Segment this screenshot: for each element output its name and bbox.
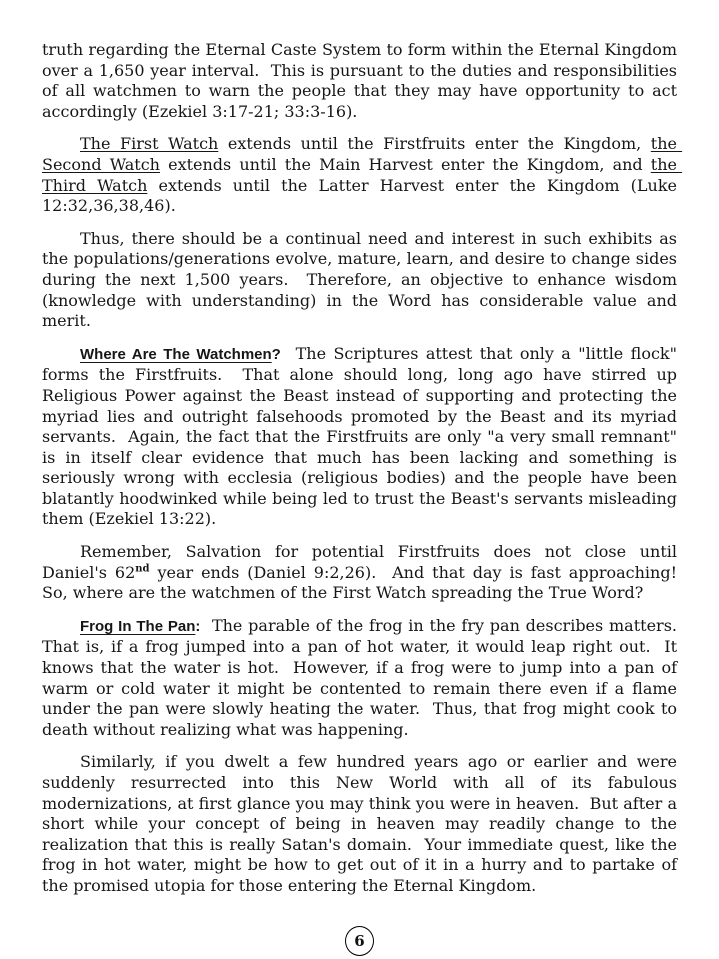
text-segment: The Scriptures attest that only a "little flock" forms the Firstfruits. That alone should long, long ago have stirred up Religious Power against the Beast instead of supporting and protecting the myriad lies and outright falsehoods promoted by the Beast and its myriad servants. Again, the fact that the Firstfruits are only "a very small remnant" is in itself clear evidence that much has been lacking and something is seriously wrong with ecclesia (religious bodies) and the people have been blatantly hoodwinked while being led to trust the Beast's servants misleading them (Ezekiel 13:22). [42,343,683,529]
text-segment: extends until the Main Harvest enter the Kingdom, and [159,154,651,174]
text-segment: year ends (Daniel 9:2,26). And that day is fast approaching! So, where are the watchmen of the First Watch spreading the True Word? [42,562,688,603]
text-segment: truth regarding the Eternal Caste System to form within the Eternal Kingdom over a 1,650 year interval. This is pursuant to the duties and responsibilities of all watchmen to warn the people that they may have opportunity to act accordingly (Ezekiel 3:17-21; 33:3-16). [42,40,683,121]
text-segment-superscript: nd [135,563,150,575]
text-segment: Thus, there should be a continual need and interest in such exhibits as the populations/generations evolve, mature, learn, and desire to change sides during the next 1,500 years. Therefore, an objective to enhance wisdom (knowledge with understanding) in the Word has considerable value and merit. [42,228,683,331]
text-segment: Remember, Salvation for potential Firstfruits does not close until Daniel's 62 [42,542,683,582]
paragraph [42,542,688,604]
text-segment-underline: The First Watch [80,134,219,154]
text-segment-bold: : [195,617,201,635]
text-segment-underline: the Third Watch [42,154,683,195]
text-segment-bold-underline: Where Are The Watchmen [80,345,272,363]
document-body [42,40,688,897]
paragraph [42,615,688,741]
text-segment: extends until the Firstfruits enter the Kingdom, [218,134,651,154]
text-segment-underline: the Second Watch [42,134,683,174]
text-segment: Similarly, if you dwelt a few hundred years ago or earlier and were suddenly resurrected into this New World with all of its fabulous modernizations, at first glance you may think you were in heaven. But after a short while your concept of being in heaven may readily change to the realization that this is really Satan's domain. Your immediate quest, like the frog in hot water, might be how to get out of it in a hurry and to partake of the promised utopia for those entering the Eternal Kingdom. [42,752,683,895]
text-segment-bold: ? [271,345,281,363]
paragraph [42,343,683,530]
text-segment: extends until the Latter Harvest enter the Kingdom (Luke 12:32,36,38,46). [42,175,683,216]
text-segment-bold-underline: Frog In The Pan [80,617,196,635]
page-number: 6 [354,931,365,950]
paragraph [42,752,683,896]
page-number-badge [345,926,374,956]
paragraph [42,40,683,122]
paragraph [42,228,683,332]
text-segment: The parable of the frog in the fry pan describes matters. That is, if a frog jumped into a pan of hot water, it would leap right out. It knows that the water is hot. However, if a frog were to jump into a pan of warm or cold water it might be contented to remain there even if a flame under the pan were slowly heating the water. Thus, that frog might cook to death without realizing what was happening. [42,615,688,739]
paragraph [42,134,683,216]
